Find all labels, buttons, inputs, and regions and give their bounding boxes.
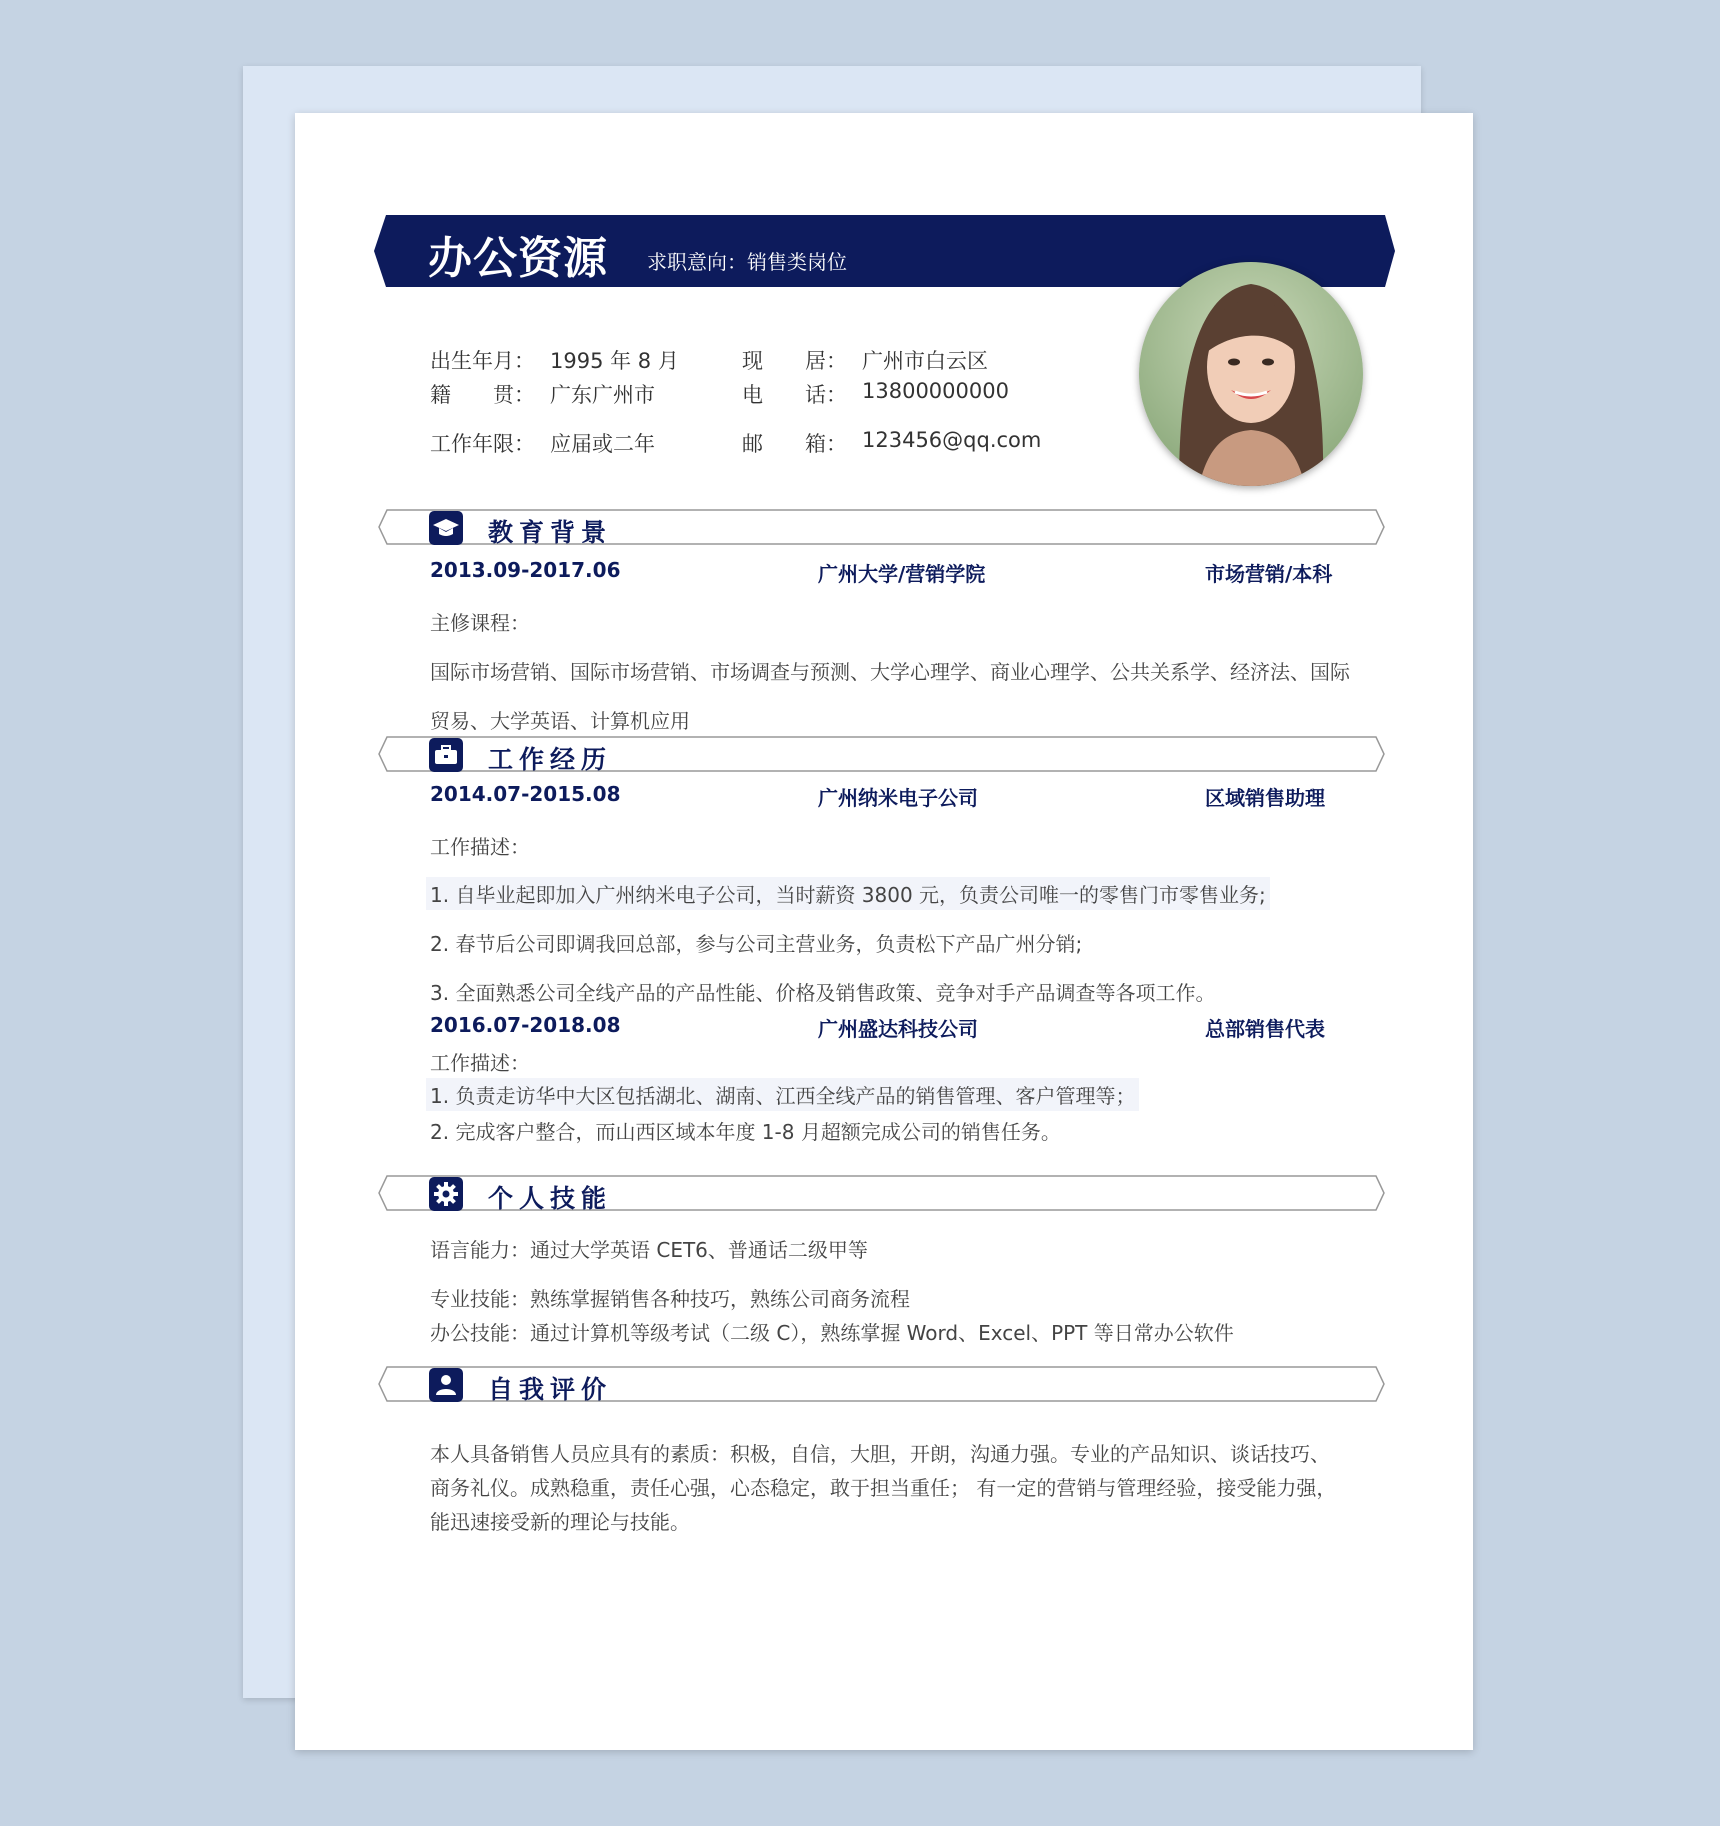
- graduation-cap-icon: [429, 511, 463, 545]
- courses-line-2: 贸易、大学英语、计算机应用: [430, 709, 690, 733]
- evaluation-line-1: 本人具备销售人员应具有的素质：积极，自信，大胆，开朗，沟通力强。专业的产品知识、谈话技巧、: [430, 1442, 1330, 1466]
- gear-icon: [429, 1177, 463, 1211]
- job2-company: 广州盛达科技公司: [818, 1017, 978, 1041]
- job2-period: 2016.07-2018.08: [430, 1013, 621, 1037]
- briefcase-icon: [429, 738, 463, 772]
- origin-value: 广东广州市: [550, 383, 655, 407]
- years-label: 工作年限：: [430, 432, 535, 456]
- section-title-evaluation: 自我评价: [488, 1375, 613, 1404]
- evaluation-line-2: 商务礼仪。成熟稳重，责任心强，心态稳定，敢于担当重任； 有一定的营销与管理经验，接受能力强，: [430, 1476, 1337, 1500]
- years-value: 应届或二年: [550, 432, 655, 456]
- avatar: [1139, 262, 1363, 486]
- skill-professional: 专业技能：熟练掌握销售各种技巧，熟练公司商务流程: [430, 1287, 910, 1311]
- birth-value: 1995 年 8 月: [550, 349, 679, 373]
- phone-label: 电 话：: [742, 383, 847, 407]
- edu-major: 市场营销/本科: [1205, 562, 1333, 586]
- residence-value: 广州市白云区: [862, 349, 988, 373]
- residence-label: 现 居：: [742, 349, 847, 373]
- section-title-work: 工作经历: [488, 745, 613, 774]
- section-title-skills: 个人技能: [488, 1184, 613, 1213]
- email-value: 123456@qq.com: [862, 428, 1042, 452]
- email-label: 邮 箱：: [742, 432, 847, 456]
- job1-desc-label: 工作描述：: [430, 835, 530, 859]
- job-intent: 求职意向：销售类岗位: [647, 250, 847, 274]
- job1-company: 广州纳米电子公司: [818, 786, 978, 810]
- job2-item-2: 2. 完成客户整合，而山西区域本年度 1-8 月超额完成公司的销售任务。: [430, 1120, 1061, 1144]
- job2-item-1: 1. 负责走访华中大区包括湖北、湖南、江西全线产品的销售管理、客户管理等；: [426, 1078, 1139, 1111]
- edu-period: 2013.09-2017.06: [430, 558, 621, 582]
- job1-item-2: 2. 春节后公司即调我回总部，参与公司主营业务，负责松下产品广州分销;: [430, 932, 1083, 956]
- job1-item-1: 1. 自毕业起即加入广州纳米电子公司，当时薪资 3800 元，负责公司唯一的零售门市零售业务;: [426, 877, 1270, 910]
- section-title-education: 教育背景: [488, 518, 613, 547]
- skill-office: 办公技能：通过计算机等级考试（二级 C），熟练掌握 Word、Excel、PPT 等日常办公软件: [430, 1321, 1234, 1345]
- origin-label: 籍 贯：: [430, 383, 535, 407]
- skill-language: 语言能力：通过大学英语 CET6、普通话二级甲等: [430, 1238, 868, 1262]
- birth-label: 出生年月：: [430, 349, 535, 373]
- edu-school: 广州大学/营销学院: [818, 562, 986, 586]
- evaluation-line-3: 能迅速接受新的理论与技能。: [430, 1510, 690, 1534]
- job1-period: 2014.07-2015.08: [430, 782, 621, 806]
- courses-label: 主修课程：: [430, 611, 530, 635]
- phone-value: 13800000000: [862, 379, 1009, 403]
- job1-item-3: 3. 全面熟悉公司全线产品的产品性能、价格及销售政策、竞争对手产品调查等各项工作。: [430, 981, 1216, 1005]
- person-icon: [429, 1368, 463, 1402]
- courses-line-1: 国际市场营销、国际市场营销、市场调查与预测、大学心理学、商业心理学、公共关系学、经济法、国际: [430, 660, 1350, 684]
- job2-desc-label: 工作描述：: [430, 1051, 530, 1075]
- job1-position: 区域销售助理: [1205, 786, 1325, 810]
- job2-position: 总部销售代表: [1205, 1017, 1325, 1041]
- candidate-name: 办公资源: [428, 233, 608, 284]
